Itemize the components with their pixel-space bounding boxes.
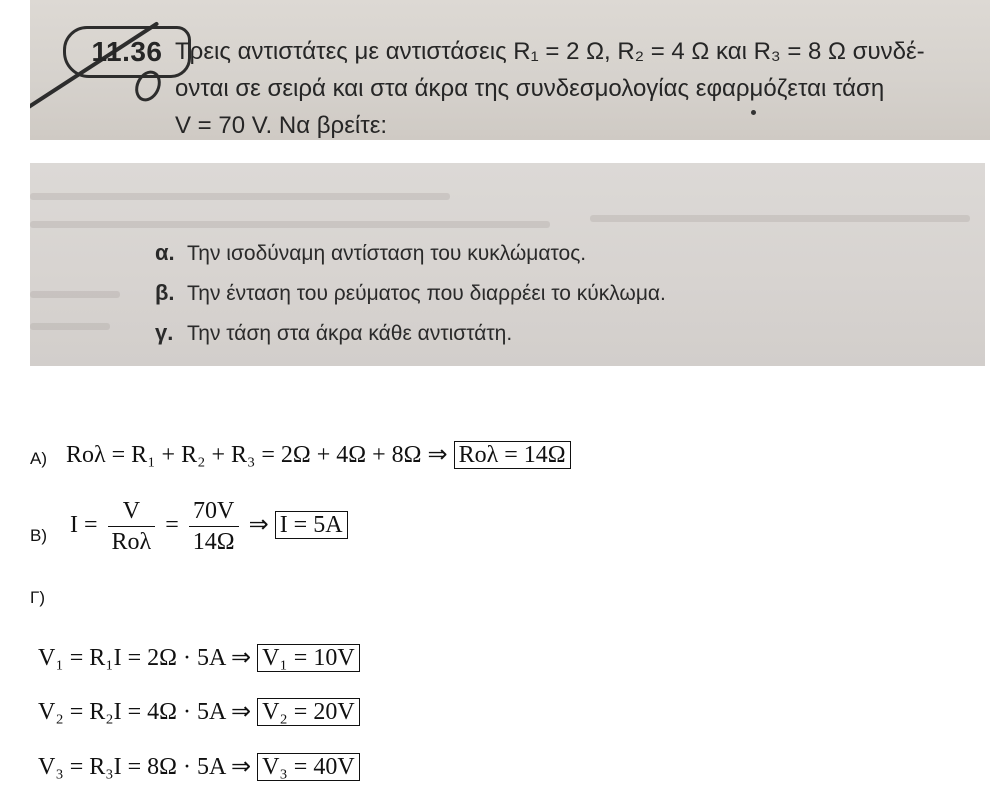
question-item: γ. Την τάση στα άκρα κάθε αντιστάτη. [155, 320, 513, 345]
answer-a-result: Roλ = 14Ω [454, 441, 571, 469]
problem-line-1: Τρεις αντιστάτες με αντιστάσεις R₁ = 2 Ω, R₂ = 4 Ω και R₃ = 8 Ω συνδέ- [175, 38, 925, 65]
answer-b-result: I = 5A [275, 511, 348, 539]
question-list [155, 240, 666, 360]
answer-c-line-3: V₃ = R₃I = 8Ω · 5A ⇒ V₃ = 40V [38, 752, 360, 781]
answer-a-label: A) [30, 449, 47, 468]
question-item: β. Την ένταση του ρεύματος που διαρρέει το κύκλωμα. [155, 280, 666, 305]
ghost-text [30, 193, 450, 200]
answer-c-result-1: V₁ = 10V [257, 644, 360, 672]
problem-photo [30, 0, 990, 140]
answer-a-equation: Roλ = R₁ + R₂ + R₃ = 2Ω + 4Ω + 8Ω ⇒ Roλ = 14Ω [66, 440, 571, 469]
answer-c-result-3: V₃ = 40V [257, 753, 360, 781]
answer-c-label: Γ) [30, 588, 46, 607]
ghost-text [30, 291, 120, 298]
ghost-text [30, 323, 110, 330]
fraction-v-over-r: $\frac{V}{\text{Roλ}}$ [108, 496, 156, 557]
problem-line-3: V = 70 V. Να βρείτε: [175, 112, 388, 139]
answer-b-label: B) [30, 526, 47, 545]
answer-c-result-2: V₂ = 20V [257, 698, 360, 726]
questions-photo [30, 163, 985, 366]
ghost-text [590, 215, 970, 222]
problem-number: 11.36 [63, 26, 191, 78]
answer-b-equation: I = $\frac{V}{\text{Roλ}}$ = $\frac{70V}{14\Omega}$ ⇒ I = 5A [70, 496, 348, 557]
answer-c-line-1: V₁ = R₁I = 2Ω · 5A ⇒ V₁ = 10V [38, 643, 360, 672]
fraction-values: $\frac{70V}{14\Omega}$ [189, 496, 239, 557]
speck [751, 110, 756, 115]
problem-statement [175, 33, 987, 140]
problem-line-2: ονται σε σειρά και στα άκρα της συνδεσμολογίας εφαρμόζεται τάση [175, 75, 885, 102]
answer-c-line-2: V₂ = R₂I = 4Ω · 5A ⇒ V₂ = 20V [38, 697, 360, 726]
question-item: α. Την ισοδύναμη αντίσταση του κυκλώματος. [155, 240, 587, 265]
ghost-text [30, 221, 550, 228]
